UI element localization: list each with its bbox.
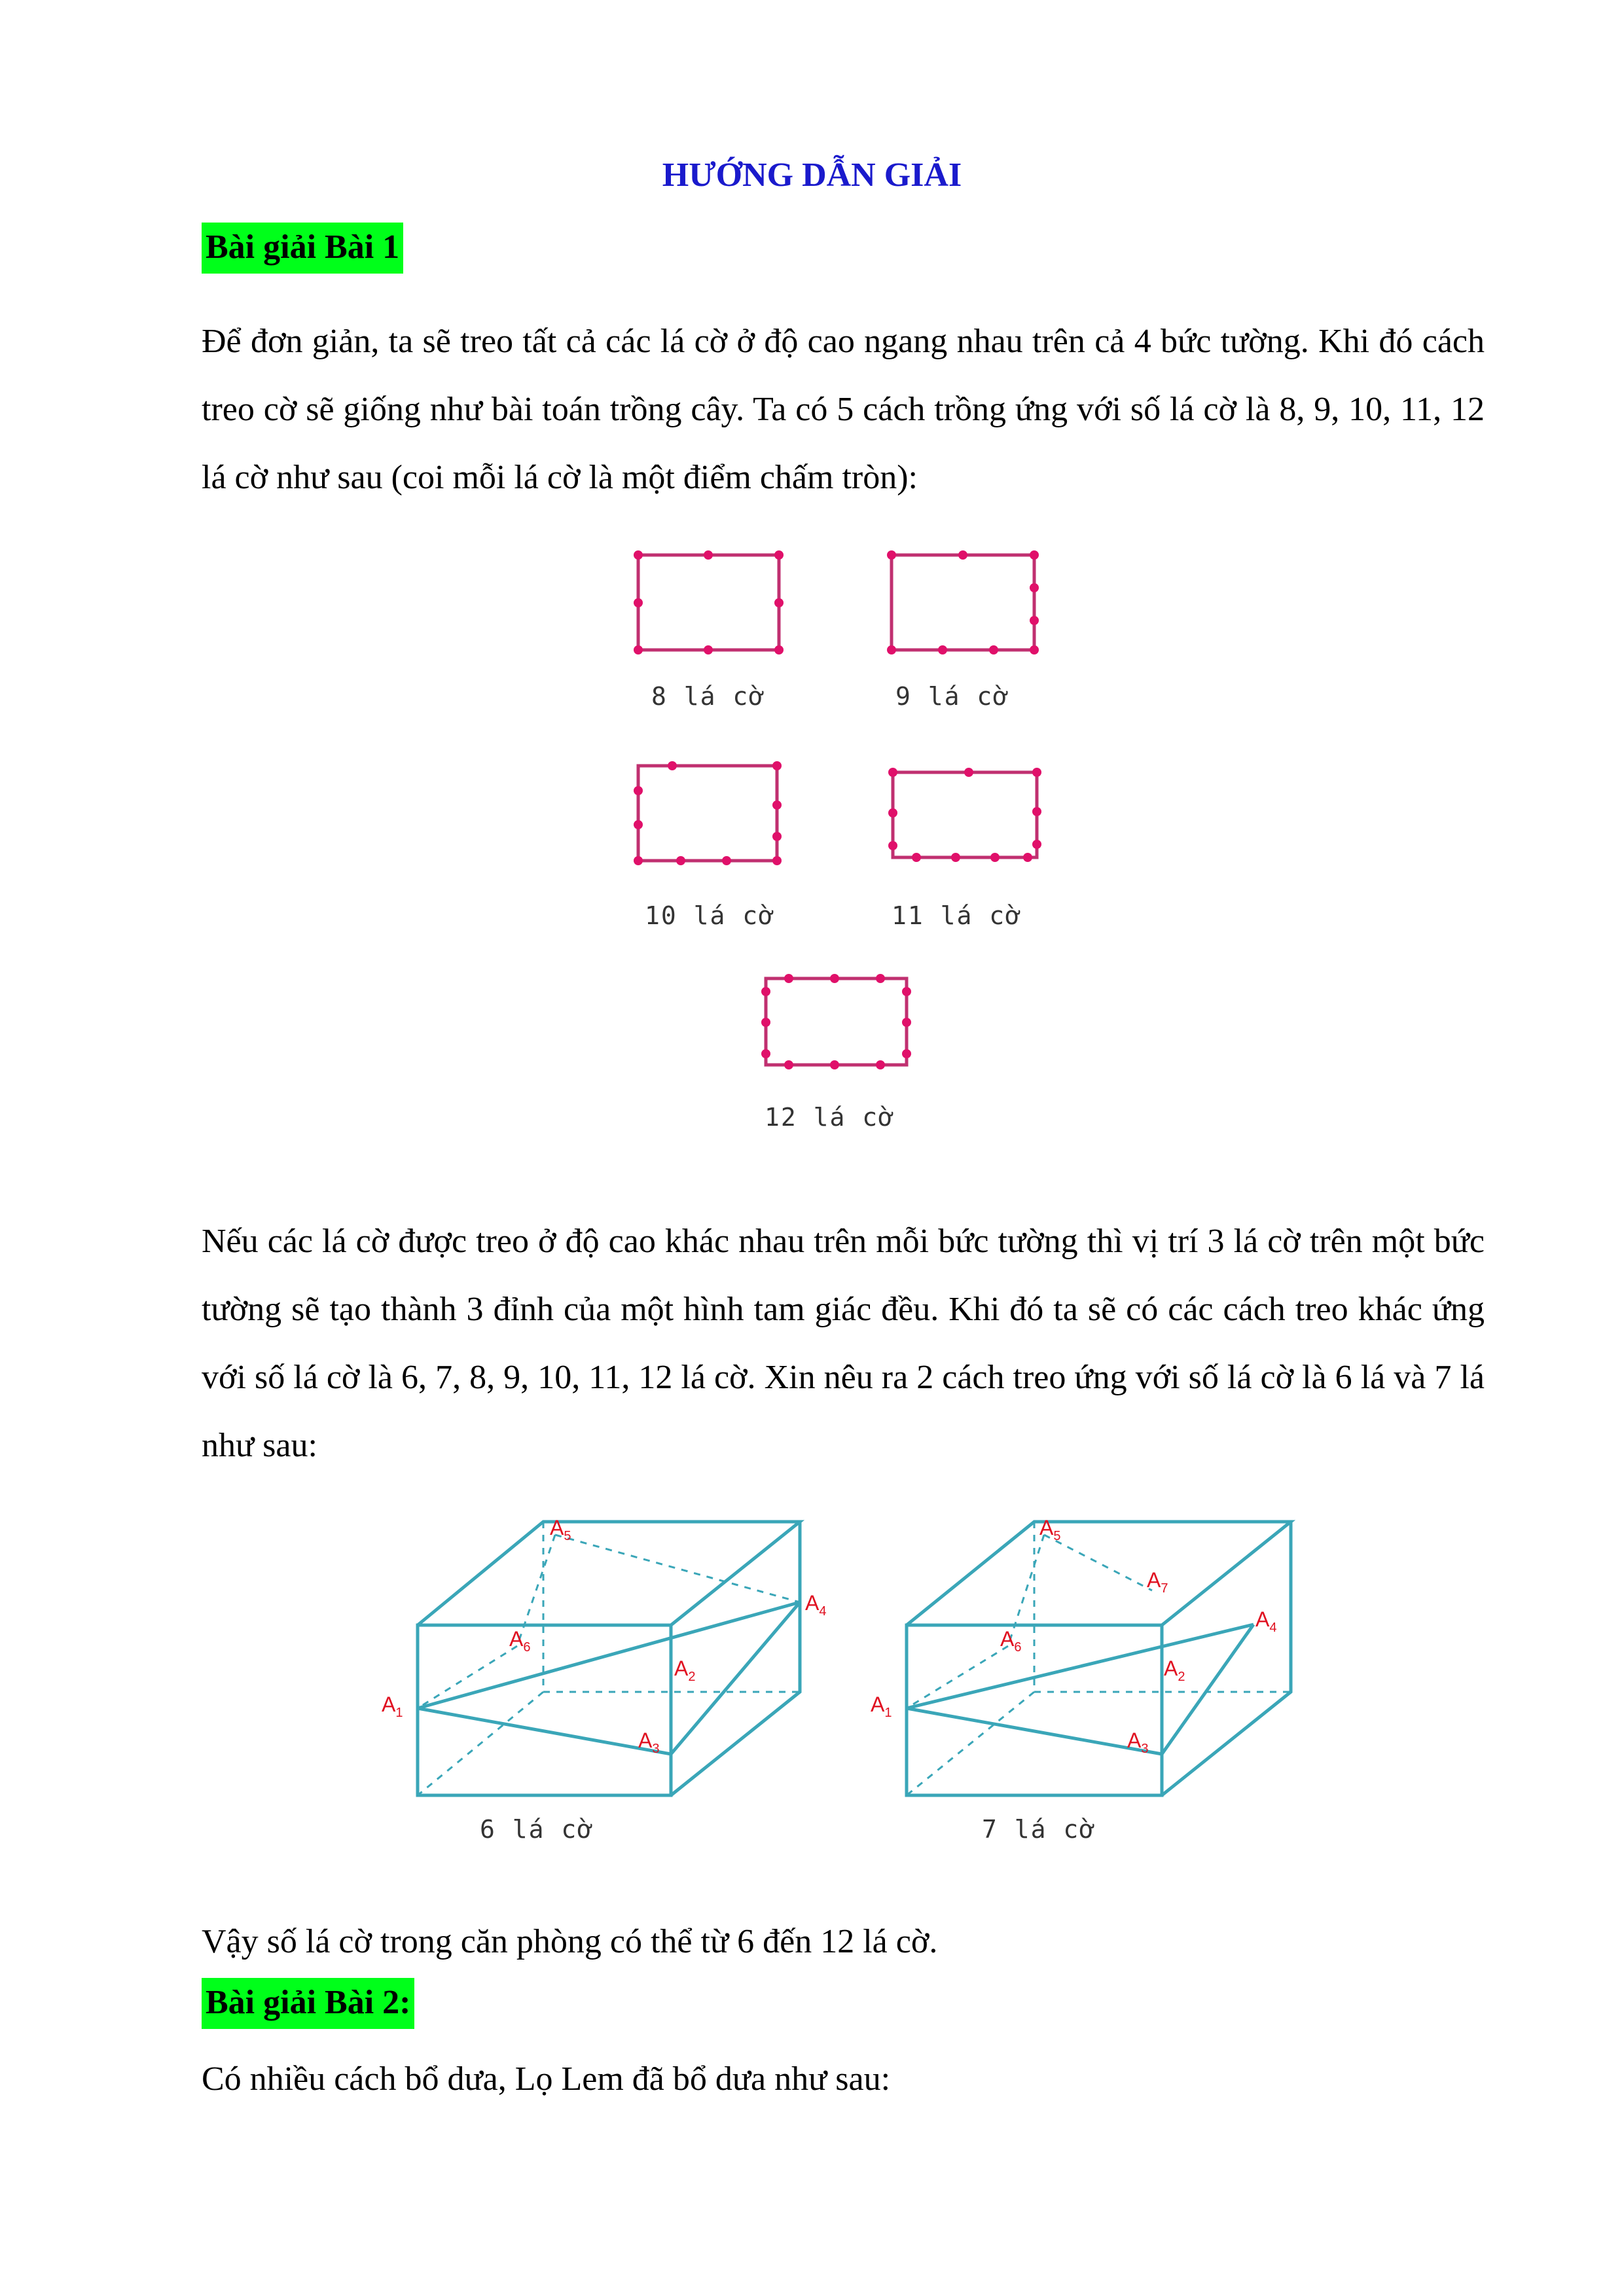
svg-text:A2: $A_2$ xyxy=(1164,1657,1185,1684)
svg-text:A6: $A_6$ xyxy=(509,1627,531,1655)
rect-figure-9 xyxy=(887,550,1039,711)
conclusion: Vậy số lá cờ trong căn phòng có thể từ 6 đến 12 lá cờ. xyxy=(202,1923,938,1960)
svg-text:A4: $A_4$ xyxy=(805,1591,827,1619)
cube-figure-7 xyxy=(907,1522,1291,1795)
paragraph-2: Nếu các lá cờ được treo ở độ cao khác nhau trên mỗi bức tường thì vị trí 3 lá cờ trên một bức tường sẽ tạo thành 3 đỉnh của một hình tam giác đều. Khi đó ta sẽ có các cách treo khác ứng với số lá cờ là 6, 7, 8, 9, 10, 11, 12 lá cờ. Xin nêu ra 2 cách treo ứng với số lá cờ là 6 lá và 7 lá như sau: xyxy=(202,1223,1485,1464)
svg-text:A1: $A_1$ xyxy=(871,1693,892,1720)
caption-10: 10 lá cờ xyxy=(645,901,776,930)
caption-9: 9 lá cờ xyxy=(895,682,1010,711)
caption-7: 7 lá cờ xyxy=(982,1815,1096,1844)
svg-text:A1: $A_1$ xyxy=(382,1693,403,1720)
paragraph-3: Có nhiều cách bổ dưa, Lọ Lem đã bổ dưa như sau: xyxy=(202,2060,891,2098)
page-title: HƯỚNG DẪN GIẢI xyxy=(662,156,962,194)
rect-figure-12 xyxy=(761,974,911,1132)
rect-figure-11 xyxy=(888,768,1041,930)
caption-6: 6 lá cờ xyxy=(480,1815,594,1844)
cube-figure-6 xyxy=(418,1522,800,1795)
caption-8: 8 lá cờ xyxy=(651,682,766,711)
section-heading-2: Bài giải Bài 2: xyxy=(202,1978,414,2029)
rect-figure-10 xyxy=(634,761,782,930)
rect-figure-8 xyxy=(634,550,784,711)
section-heading-1: Bài giải Bài 1 xyxy=(202,223,403,274)
svg-text:A4: $A_4$ xyxy=(1255,1607,1277,1635)
svg-text:A7: $A_7$ xyxy=(1147,1568,1168,1596)
paragraph-1: Để đơn giản, ta sẽ treo tất cả các lá cờ ở độ cao ngang nhau trên cả 4 bức tường. Khi đó cách treo cờ sẽ giống như bài toán trồng cây. Ta có 5 cách trồng ứng với số lá cờ là 8, 9, 10, 11, 12 lá cờ như sau (coi mỗi lá cờ là một điểm chấm tròn): xyxy=(202,323,1485,496)
svg-text:A5: $A_5$ xyxy=(550,1516,571,1543)
svg-text:A3: $A_3$ xyxy=(638,1729,660,1756)
caption-11: 11 lá cờ xyxy=(892,901,1022,930)
svg-text:A2: $A_2$ xyxy=(674,1657,696,1684)
svg-text:A3: $A_3$ xyxy=(1127,1729,1149,1756)
caption-12: 12 lá cờ xyxy=(765,1103,895,1132)
svg-text:A5: $A_5$ xyxy=(1039,1516,1061,1543)
svg-text:A6: $A_6$ xyxy=(1000,1627,1022,1655)
